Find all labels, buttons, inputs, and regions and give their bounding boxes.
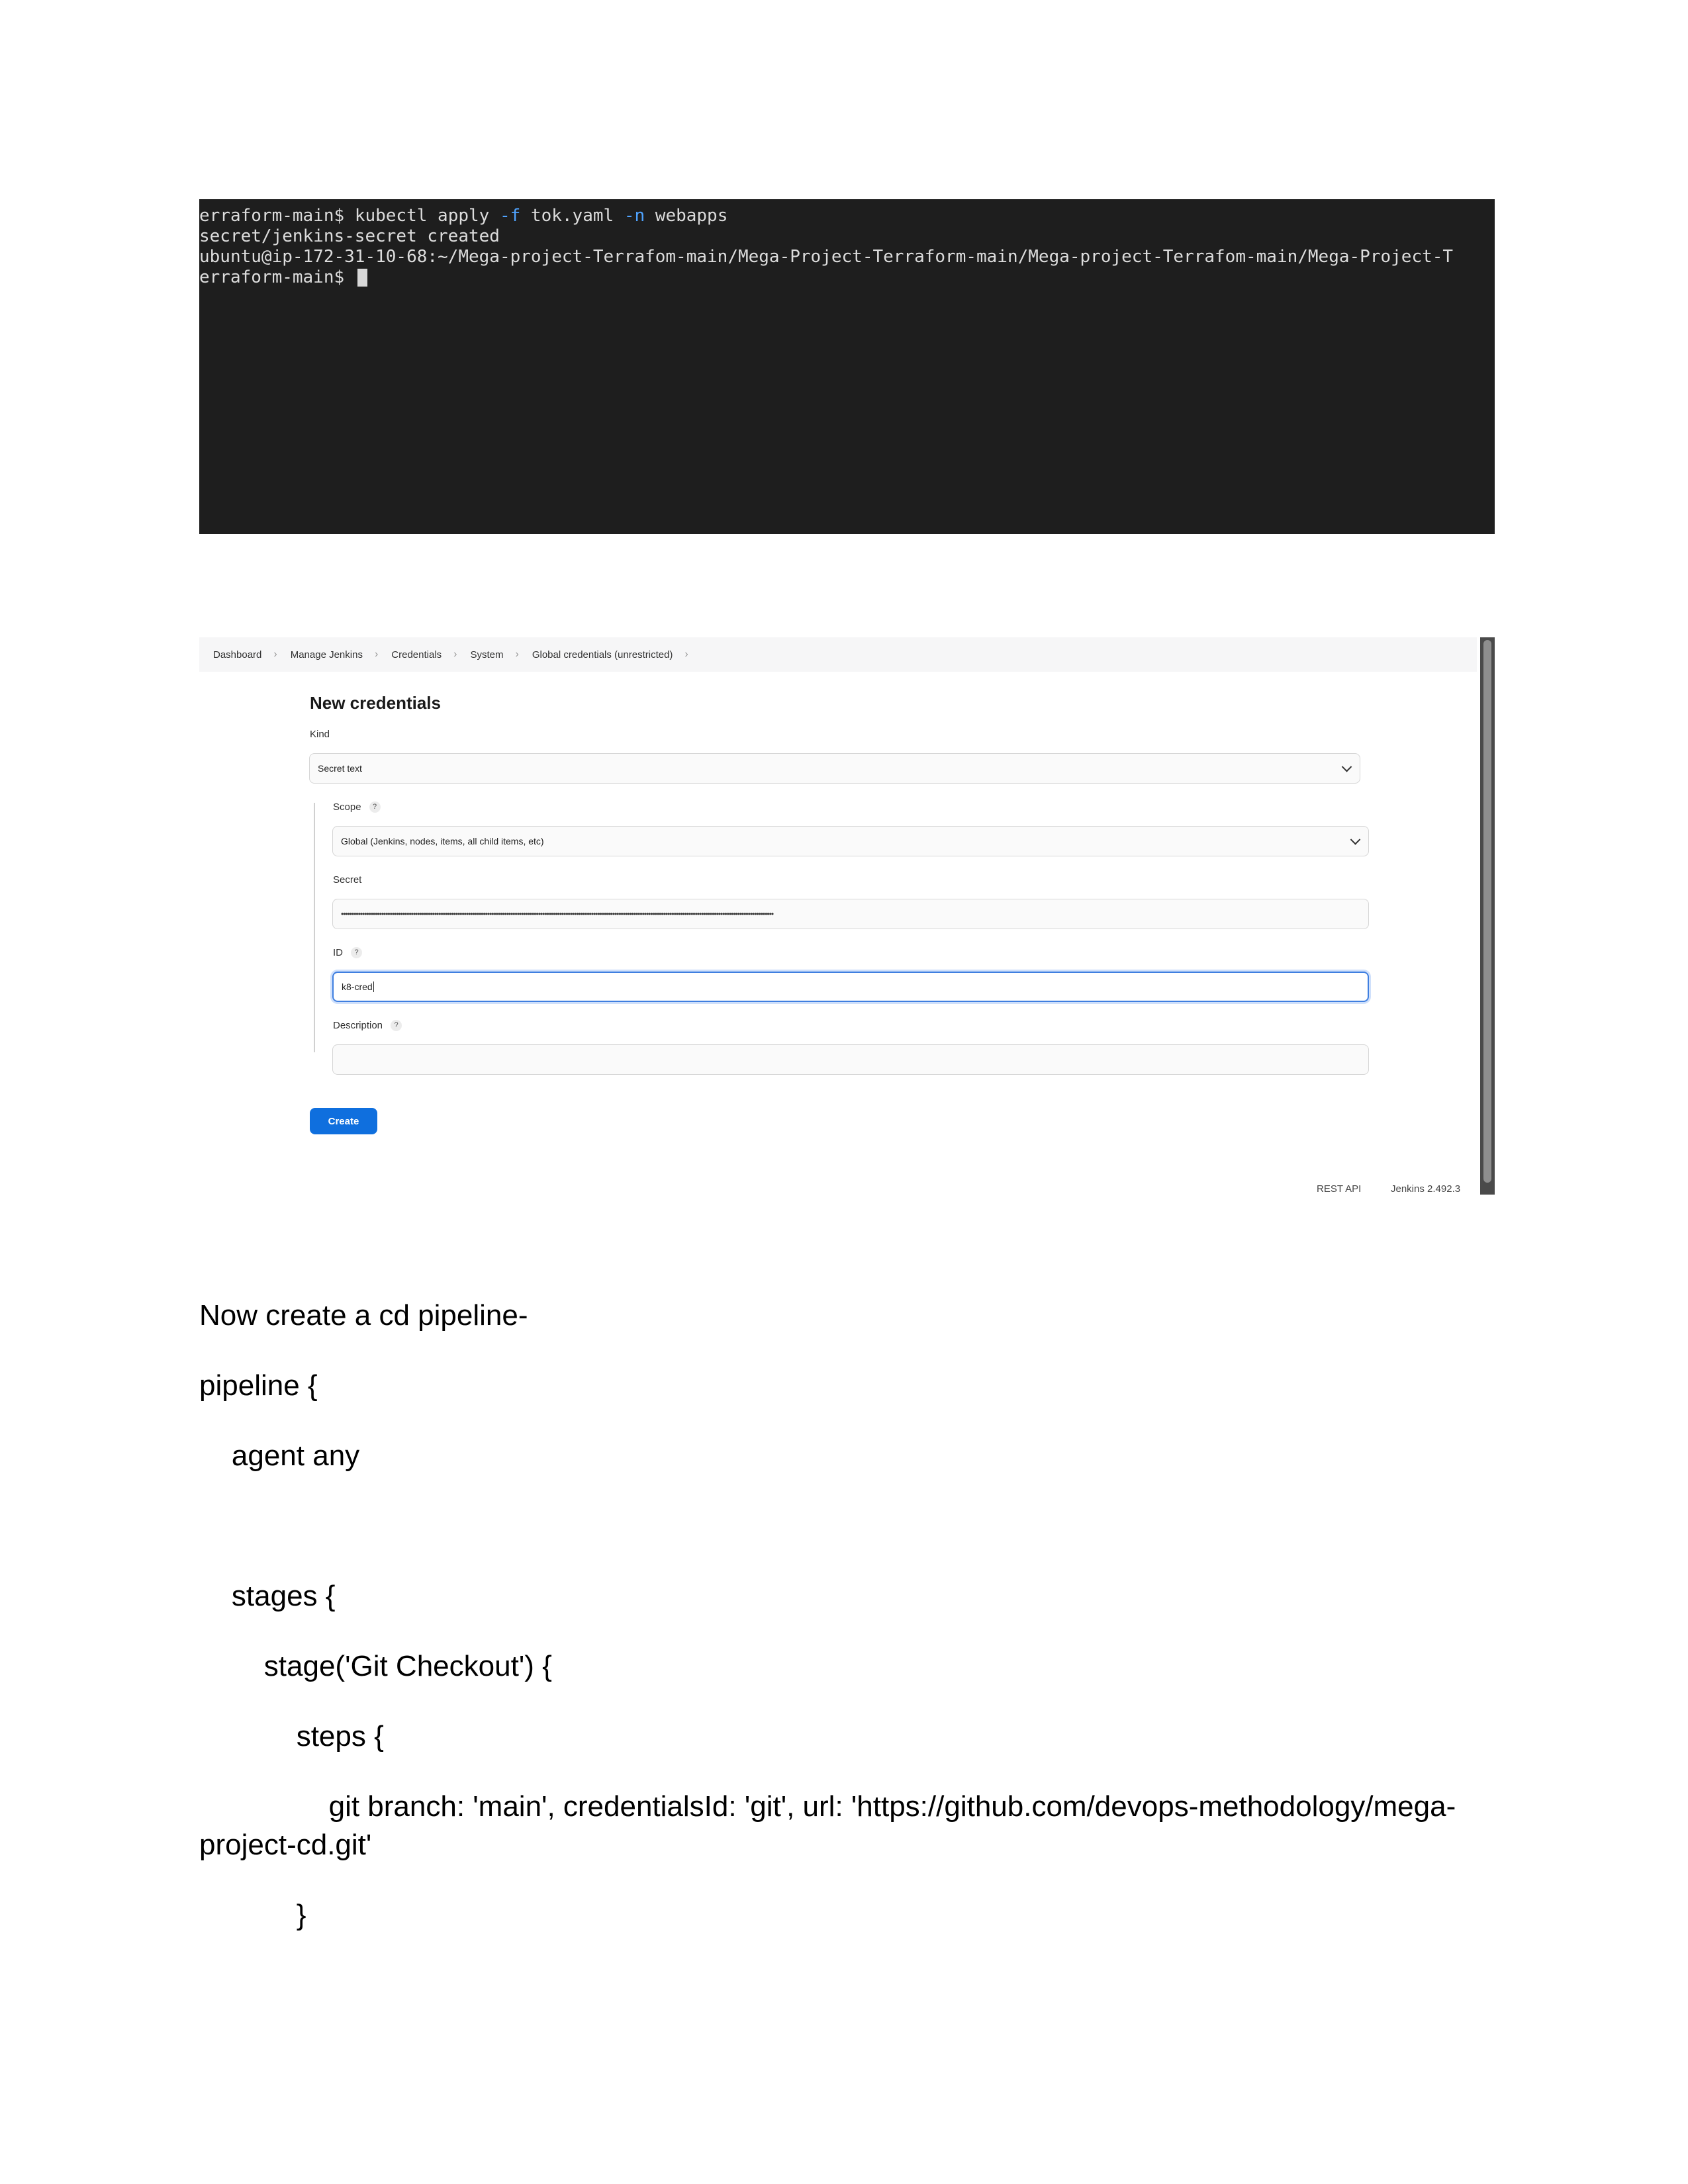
rest-api-link[interactable]: REST API	[1317, 1183, 1362, 1195]
scrollbar[interactable]	[1480, 637, 1495, 1195]
description-label-text: Description	[333, 1020, 383, 1031]
terminal-flag-n: -n	[624, 206, 645, 226]
breadcrumb-dashboard[interactable]	[213, 649, 277, 660]
terminal-cursor	[357, 269, 367, 287]
code-line: git branch: 'main', credentialsId: 'git', url: 'https://github.com/devops-methodology/mega-	[199, 1790, 1456, 1823]
chevron-right-icon: ›	[684, 649, 688, 660]
scope-label	[333, 801, 381, 813]
breadcrumb	[199, 637, 1477, 672]
scope-select[interactable]	[332, 826, 1369, 856]
chevron-down-icon	[1342, 762, 1352, 772]
help-icon[interactable]: ?	[351, 947, 362, 958]
jenkins-version-link[interactable]: Jenkins 2.492.3	[1391, 1183, 1461, 1195]
code-line: pipeline {	[199, 1369, 318, 1402]
breadcrumb-manage-jenkins[interactable]	[291, 649, 379, 660]
secret-field-value: ••••••••••••••••••••••••••••••••••••••••••••••••••••••••••••••••••••••••••••••••••••••••••••••••••••••••••••••••••••••••••••••••••••••••••••••••••••••••••••••••••••••••••••••••••••••••••••••••••••••••••••	[341, 909, 774, 919]
scope-label-text: Scope	[333, 801, 361, 813]
kind-select[interactable]	[309, 753, 1360, 784]
doc-heading: Now create a cd pipeline-	[199, 1299, 528, 1332]
terminal-line-prompt-path: ubuntu@ip-172-31-10-68:~/Mega-project-Terrafom-main/Mega-Project-Terraform-main/Mega-project-Terrafom-main/Mega-Project-T	[199, 247, 1454, 267]
terminal-arg-file: tok.yaml	[520, 206, 624, 226]
kind-select-value: Secret text	[318, 763, 362, 774]
breadcrumb-label: Dashboard	[213, 649, 262, 660]
terminal-command: kubectl apply	[354, 206, 500, 226]
breadcrumb-label: Manage Jenkins	[290, 649, 363, 660]
chevron-down-icon	[1350, 835, 1361, 845]
terminal-prompt: erraform-main$	[199, 206, 355, 226]
terminal-line-command	[199, 206, 1495, 226]
nested-section-rule	[314, 803, 315, 1052]
terminal-arg-namespace: webapps	[645, 206, 728, 226]
scrollbar-thumb[interactable]	[1483, 640, 1491, 1183]
secret-field[interactable]	[332, 899, 1369, 929]
code-line: }	[199, 1899, 306, 1931]
kind-label: Kind	[310, 729, 330, 740]
id-label	[333, 947, 362, 958]
help-icon[interactable]: ?	[391, 1020, 402, 1031]
code-line: agent any	[199, 1439, 360, 1472]
page-title: New credentials	[310, 693, 441, 713]
scope-select-value: Global (Jenkins, nodes, items, all child items, etc)	[341, 836, 544, 846]
create-button[interactable]: Create	[310, 1108, 377, 1134]
description-field[interactable]	[332, 1044, 1369, 1075]
jenkins-screenshot	[199, 637, 1495, 1195]
terminal-prompt-end: erraform-main$	[199, 267, 355, 287]
breadcrumb-credentials[interactable]	[391, 649, 457, 660]
id-label-text: ID	[333, 947, 343, 958]
chevron-right-icon: ›	[273, 649, 277, 660]
chevron-right-icon: ›	[453, 649, 457, 660]
id-field[interactable]	[332, 972, 1369, 1002]
breadcrumb-label: System	[470, 649, 504, 660]
id-field-value: k8-cred	[342, 981, 373, 992]
breadcrumb-label: Credentials	[391, 649, 442, 660]
breadcrumb-global-credentials[interactable]	[532, 649, 688, 660]
code-line: steps {	[199, 1720, 384, 1752]
help-icon[interactable]: ?	[369, 801, 381, 813]
code-line: project-cd.git'	[199, 1829, 372, 1861]
terminal-screenshot	[199, 199, 1495, 534]
description-label	[333, 1020, 402, 1031]
secret-label: Secret	[333, 874, 362, 886]
breadcrumb-label: Global credentials (unrestricted)	[532, 649, 673, 660]
terminal-line-output: secret/jenkins-secret created	[199, 226, 500, 246]
text-caret	[373, 981, 374, 992]
chevron-right-icon: ›	[515, 649, 519, 660]
breadcrumb-system[interactable]	[470, 649, 518, 660]
code-line: stage('Git Checkout') {	[199, 1650, 552, 1682]
terminal-clipped-line	[199, 199, 1495, 206]
terminal-line-prompt	[199, 267, 1495, 288]
terminal-flag-f: -f	[499, 206, 521, 226]
code-line: stages {	[199, 1580, 336, 1612]
chevron-right-icon: ›	[374, 649, 379, 660]
